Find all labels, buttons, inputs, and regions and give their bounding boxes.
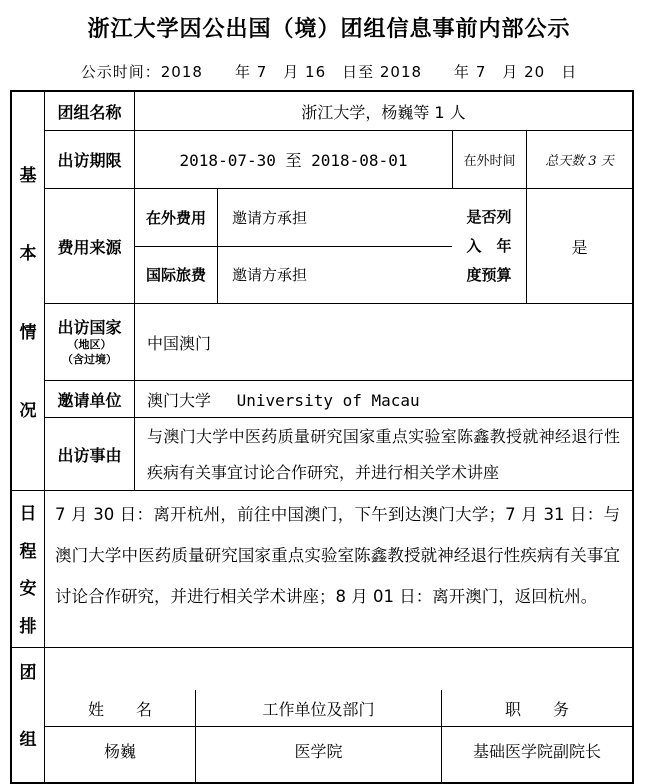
column-header-title: 职 务 (441, 690, 632, 726)
group-name-label: 团组名称 (57, 102, 122, 122)
member-name: 杨巍 (103, 742, 136, 761)
table-row-member (45, 726, 632, 782)
inviter-label: 邀请单位 (57, 390, 122, 410)
section-char: 本 (19, 244, 37, 265)
section-char: 组 (19, 730, 37, 750)
funding-label: 费用来源 (57, 237, 122, 257)
group-spacer (45, 648, 632, 690)
row-inviter (45, 380, 632, 417)
publicity-period-line: 公示时间：2018 年 7 月 16 日至 2018 年 7 月 20 日 (80, 63, 578, 81)
section-char: 安 (19, 579, 37, 600)
intl-travel-cost-value: 邀请方承担 (217, 247, 452, 304)
destination-label-main: 出访国家 (57, 317, 122, 337)
member-unit: 医学院 (195, 727, 441, 782)
budget-label-line: 度预算 (466, 265, 512, 284)
inviter-value: 澳门大学 University of Macau (134, 381, 632, 417)
intl-travel-cost-label: 国际旅费 (145, 266, 206, 285)
section-char: 日 (19, 504, 37, 524)
section-char: 排 (19, 616, 37, 637)
info-table (10, 90, 634, 784)
funding-row-abroad (135, 189, 452, 246)
basic-info-section-label (12, 92, 45, 490)
row-visit-period (45, 130, 632, 188)
budget-label-line: 入 年 (466, 236, 512, 255)
destination-label (45, 304, 134, 380)
visit-period-label: 出访期限 (57, 151, 122, 170)
destination-label-sub: （地区） (67, 337, 112, 351)
budget-label-line: 是否列 (466, 207, 512, 226)
section-group-members (12, 647, 632, 782)
budget-answer-value: 是 (526, 189, 632, 303)
funding-row-intl-travel (135, 246, 452, 304)
group-table-header (45, 690, 632, 726)
row-funding (45, 188, 632, 303)
section-char: 情 (19, 322, 37, 343)
abroad-cost-label: 在外费用 (145, 208, 206, 227)
destination-label-sub: （含过境） (62, 352, 117, 366)
basic-info-rows (45, 92, 632, 490)
schedule-section-label (12, 491, 45, 647)
abroad-time-label: 在外时间 (452, 131, 526, 188)
abroad-time-value: 总天数 3 天 (526, 131, 632, 188)
row-destination (45, 303, 632, 380)
abroad-cost-value: 邀请方承担 (217, 189, 452, 246)
column-header-name: 姓 名 (87, 699, 152, 719)
section-char: 程 (19, 541, 37, 562)
page-title: 浙江大学因公出国（境）团组信息事前内部公示 (87, 17, 571, 42)
funding-subtable (134, 189, 452, 303)
section-basic-info (12, 92, 632, 490)
row-purpose (45, 417, 632, 490)
section-char: 况 (19, 401, 37, 422)
group-name-value: 浙江大学，杨巍等 1 人 (134, 92, 632, 130)
visit-period-value: 2018-07-30 至 2018-08-01 (134, 131, 452, 188)
section-char: 团 (19, 663, 37, 683)
column-header-unit: 工作单位及部门 (195, 690, 441, 726)
group-members-table (45, 648, 632, 782)
purpose-value: 与澳门大学中医药质量研究国家重点实验室陈鑫教授就神经退行性疾病有关事宜讨论合作研究，并进行相关学术讲座 (134, 418, 632, 490)
row-group-name (45, 92, 632, 130)
member-title: 基础医学院副院长 (441, 727, 632, 782)
purpose-label: 出访事由 (57, 445, 122, 465)
schedule-text: 7 月 30 日：离开杭州，前往中国澳门，下午到达澳门大学；7 月 31 日：与澳门大学中医药质量研究国家重点实验室陈鑫教授就神经退行性疾病有关事宜讨论合作研究，并进行相关学术讲座；8 月 01 日：离开澳门，返回杭州。 (55, 505, 620, 606)
budget-question-label (452, 189, 526, 303)
destination-value: 中国澳门 (134, 304, 632, 380)
group-section-label (12, 648, 45, 782)
section-char: 基 (19, 165, 37, 186)
section-schedule (12, 490, 632, 647)
